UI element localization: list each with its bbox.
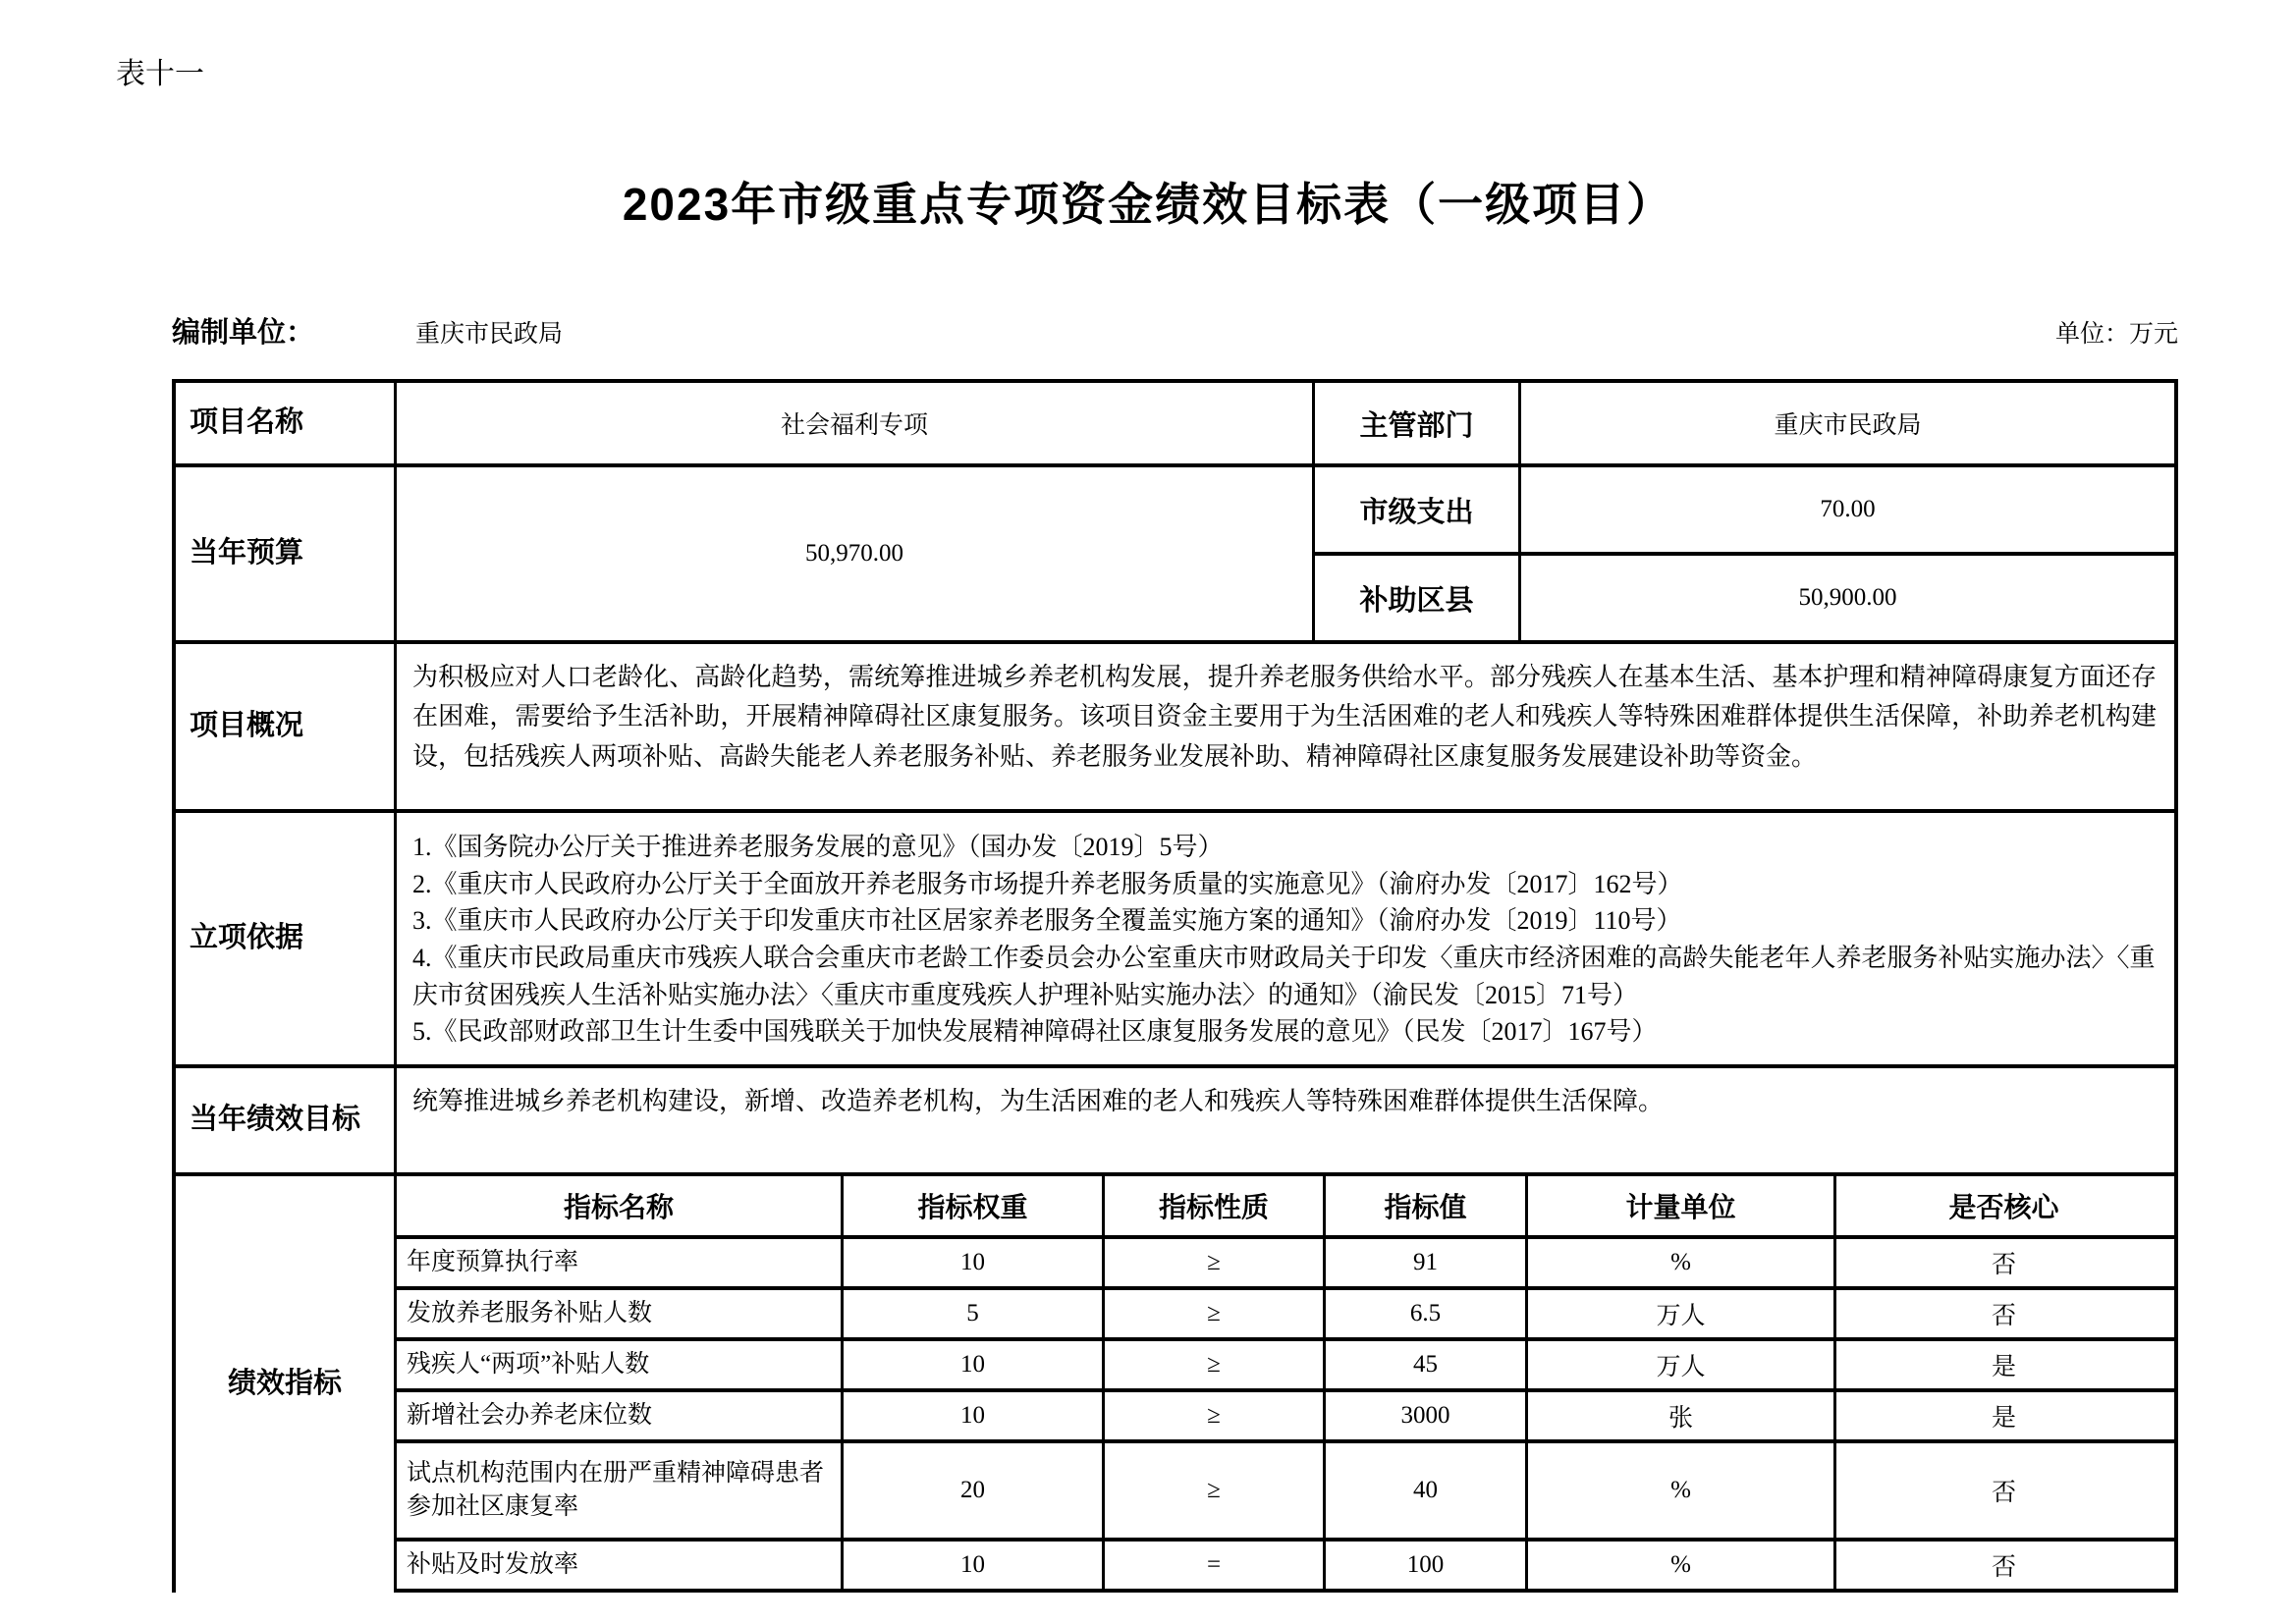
indicator-header-name: 指标名称 [397,1176,844,1235]
budget-label: 当年预算 [176,467,397,640]
meta-row [172,310,2178,353]
indicator-header-row [397,1176,2174,1239]
annual-target-label: 当年绩效目标 [176,1068,397,1172]
indicator-name-cell: 发放养老服务补贴人数 [397,1290,844,1337]
budget-breakdown [1315,467,2174,640]
table-row [397,1443,2174,1542]
indicator-weight-cell: 10 [844,1392,1105,1439]
main-table [172,379,2178,1593]
table-row [397,1341,2174,1392]
indicator-nature-cell: ≥ [1105,1341,1326,1388]
overview-label: 项目概况 [176,644,397,809]
indicator-value-cell: 40 [1326,1443,1528,1538]
indicator-value-cell: 45 [1326,1341,1528,1388]
city-expense-row [1315,467,2174,556]
table-row [176,813,2174,1068]
indicator-name-cell: 残疾人“两项”补贴人数 [397,1341,844,1388]
indicator-header-nature: 指标性质 [1105,1176,1326,1235]
indicator-core-cell: 否 [1991,1480,2016,1507]
indicator-header-unit: 计量单位 [1528,1176,1836,1235]
basis-item: 2.《重庆市人民政府办公厅关于全面放开养老服务市场提升养老服务质量的实施意见》（渝府办发〔2017〕162号） [412,869,1683,898]
indicator-nature-cell: ≥ [1105,1443,1326,1538]
indicator-core-cell: 是 [1991,1354,2016,1381]
supervisor-value: 重庆市民政局 [1774,412,1922,439]
basis-item: 3.《重庆市人民政府办公厅关于印发重庆市社区居家养老服务全覆盖实施方案的通知》（渝府办发〔2019〕110号） [412,906,1682,936]
indicator-core-cell: 否 [1991,1303,2016,1330]
indicator-weight-cell: 10 [844,1341,1105,1388]
indicator-unit-cell: 张 [1528,1392,1836,1439]
indicator-table [397,1176,2174,1593]
table-row [397,1290,2174,1341]
indicator-value-cell: 91 [1326,1239,1528,1286]
district-subsidy-label: 补助区县 [1315,556,1521,640]
table-row [176,383,2174,467]
overview-text: 为积极应对人口老龄化、高龄化趋势，需统筹推进城乡养老机构发展，提升养老服务供给水平。部分残疾人在基本生活、基本护理和精神障碍康复方面还存在困难，需要给予生活补助，开展精神障碍社区康复服务。该项目资金主要用于为生活困难的老人和残疾人等特殊困难群体提供生活保障，补助养老机构建设，包括残疾人两项补贴、高龄失能老人养老服务补贴、养老服务业发展补助、精神障碍社区康复服务发展建设补助等资金。 [412,663,2157,771]
indicator-weight-cell: 10 [844,1239,1105,1286]
project-name-label: 项目名称 [176,383,397,463]
indicators-label: 绩效指标 [176,1176,397,1593]
indicator-core-cell: 否 [1991,1554,2016,1582]
table-row [176,1176,2174,1593]
unit-note: 单位：万元 [2054,321,2178,348]
annual-target-text: 统筹推进城乡养老机构建设，新增、改造养老机构，为生活困难的老人和残疾人等特殊困难群体提供生活保障。 [412,1087,1665,1116]
budget-value: 50,970.00 [397,467,1315,640]
city-expense-value: 70.00 [1820,496,1876,522]
supervisor-label: 主管部门 [1315,383,1521,463]
district-subsidy-row [1315,556,2174,640]
indicator-header-value: 指标值 [1326,1176,1528,1235]
indicator-nature-cell: = [1105,1542,1326,1589]
indicator-weight-cell: 10 [844,1542,1105,1589]
table-row [397,1239,2174,1290]
indicator-value-cell: 3000 [1326,1392,1528,1439]
city-expense-label: 市级支出 [1315,467,1521,552]
indicator-value-cell: 6.5 [1326,1290,1528,1337]
indicator-unit-cell: % [1528,1542,1836,1589]
project-name-value: 社会福利专项 [397,383,1315,463]
page-title: 2023年市级重点专项资金绩效目标表（一级项目） [622,179,1674,230]
indicator-unit-cell: 万人 [1528,1290,1836,1337]
indicator-name-cell: 年度预算执行率 [397,1239,844,1286]
table-row [397,1392,2174,1443]
table-row [176,467,2174,644]
indicator-nature-cell: ≥ [1105,1392,1326,1439]
district-subsidy-value: 50,900.00 [1798,584,1897,611]
indicator-value-cell: 100 [1326,1542,1528,1589]
indicator-header-core: 是否核心 [1948,1192,2059,1223]
indicator-name-cell: 补贴及时发放率 [397,1542,844,1589]
basis-label: 立项依据 [176,813,397,1064]
table-row [176,644,2174,813]
table-row [397,1542,2174,1589]
indicator-core-cell: 是 [1991,1405,2016,1433]
prepared-by-label: 编制单位： [172,317,315,349]
indicator-weight-cell: 20 [844,1443,1105,1538]
prepared-by-value: 重庆市民政局 [415,321,564,348]
indicator-unit-cell: % [1528,1239,1836,1286]
indicator-nature-cell: ≥ [1105,1239,1326,1286]
indicator-weight-cell: 5 [844,1290,1105,1337]
indicator-name-cell: 新增社会办养老床位数 [397,1392,844,1439]
indicator-name-cell: 试点机构范围内在册严重精神障碍患者参加社区康复率 [397,1443,844,1538]
indicator-core-cell: 否 [1991,1252,2016,1279]
basis-item: 1.《国务院办公厅关于推进养老服务发展的意见》（国办发〔2019〕5号） [412,833,1224,861]
indicator-unit-cell: % [1528,1443,1836,1538]
indicator-nature-cell: ≥ [1105,1290,1326,1337]
indicator-unit-cell: 万人 [1528,1341,1836,1388]
table-row [176,1068,2174,1176]
indicator-header-weight: 指标权重 [844,1176,1105,1235]
basis-item: 4.《重庆市民政局重庆市残疾人联合会重庆市老龄工作委员会办公室重庆市财政局关于印发〈重庆市经济困难的高龄失能老年人养老服务补贴实施办法〉〈重庆市贫困残疾人生活补贴实施办法〉〈重庆市重度残疾人护理补贴实施办法〉的通知》（渝民发〔2015〕71号） [412,944,2156,1009]
table-number-tag: 表十一 [116,58,204,90]
basis-item: 5.《民政部财政部卫生计生委中国残联关于加快发展精神障碍社区康复服务发展的意见》（民发〔2017〕167号） [412,1017,1658,1047]
basis-list [397,813,2174,1064]
